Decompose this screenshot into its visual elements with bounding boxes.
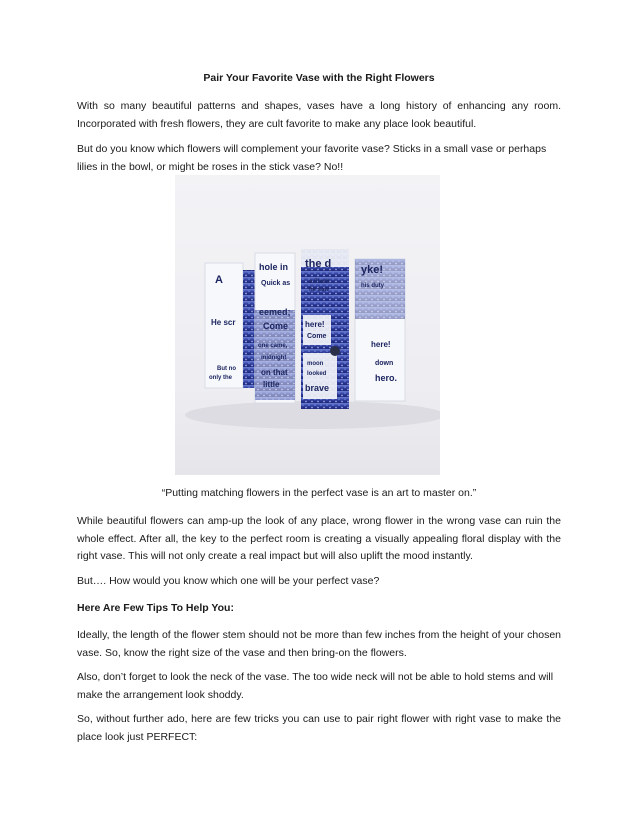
vase-3-line: looked — [307, 371, 327, 377]
vase-2-line: one came, — [258, 343, 288, 349]
vase-3-line: brave — [305, 383, 330, 393]
vase-1 — [205, 263, 261, 388]
vase-2-line: on that — [261, 368, 288, 377]
vase-2-line: little — [263, 380, 280, 389]
vase-4-line: his duty — [361, 283, 385, 289]
vase-3-line: a Flash — [309, 279, 330, 285]
paragraph-7: So, without further ado, here are few tricks you can use to pair right flower with right vase to make the place look just PERFECT: — [77, 713, 561, 743]
vase-1-line: A — [215, 274, 223, 286]
intro-paragraph-2: But do you know which flowers will complement your favorite vase? Sticks in a small vase or perhaps lilies in the bowl, or might be roses in the stick vase? No!! — [77, 143, 547, 173]
vase-3-line: Come — [307, 333, 327, 340]
vase-3 — [301, 249, 349, 409]
vase-2-line: Quick as — [261, 280, 291, 287]
paragraph-5: Ideally, the length of the flower stem should not be more than few inches from the height of your chosen vase. So, know the right size of the vase and then bring-on the flowers. — [77, 629, 561, 659]
vase-4-line: here! — [371, 340, 391, 349]
vase-2-line: Come — [263, 321, 289, 331]
document-title: Pair Your Favorite Vase with the Right Flowers — [203, 72, 435, 84]
vase-3-line: moon — [307, 361, 324, 367]
vase-4-line: yke! — [361, 264, 384, 276]
vase-photo — [175, 175, 440, 475]
vase-1-line: only the — [209, 375, 233, 381]
vase-3-line: he saw — [309, 287, 330, 293]
vase-3-line: the d — [305, 258, 332, 270]
paragraph-6: Also, don’t forget to look the neck of the vase. The too wide neck will not be able to hold stems and will make the arrangement look shoddy. — [77, 671, 554, 701]
paragraph-3: While beautiful flowers can amp-up the look of any place, wrong flower in the wrong vase can ruin the whole effect. After all, the key to the perfect room is creating a visually appealing floral display with the right vase. This will not only create a real impact but will also uplift the mood instantly. — [77, 515, 561, 562]
figure-silhouette — [330, 346, 340, 356]
vase-2-line: hole in — [259, 262, 288, 272]
vase-1-line: He scr — [211, 318, 236, 327]
vase-4-line: hero. — [375, 373, 398, 383]
vase-3-line: here! — [305, 320, 325, 329]
vase-2-line: eemed; — [259, 307, 291, 317]
intro-paragraph-1: With so many beautiful patterns and shapes, vases have a long history of enhancing any room. Incorporated with fresh flowers, they are cult favorite to make any place look beautiful. — [77, 100, 561, 130]
tips-heading: Here Are Few Tips To Help You: — [77, 602, 234, 614]
vase-4 — [355, 259, 405, 401]
vase-2-line: midnight — [261, 355, 287, 361]
image-caption: “Putting matching flowers in the perfect vase is an art to master on.” — [161, 487, 477, 499]
vase-illustration — [175, 175, 440, 475]
vase-2 — [255, 253, 295, 403]
vase-1-line: But no — [217, 366, 236, 372]
paragraph-4: But…. How would you know which one will be your perfect vase? — [77, 575, 380, 587]
vase-4-line: down — [375, 360, 394, 367]
